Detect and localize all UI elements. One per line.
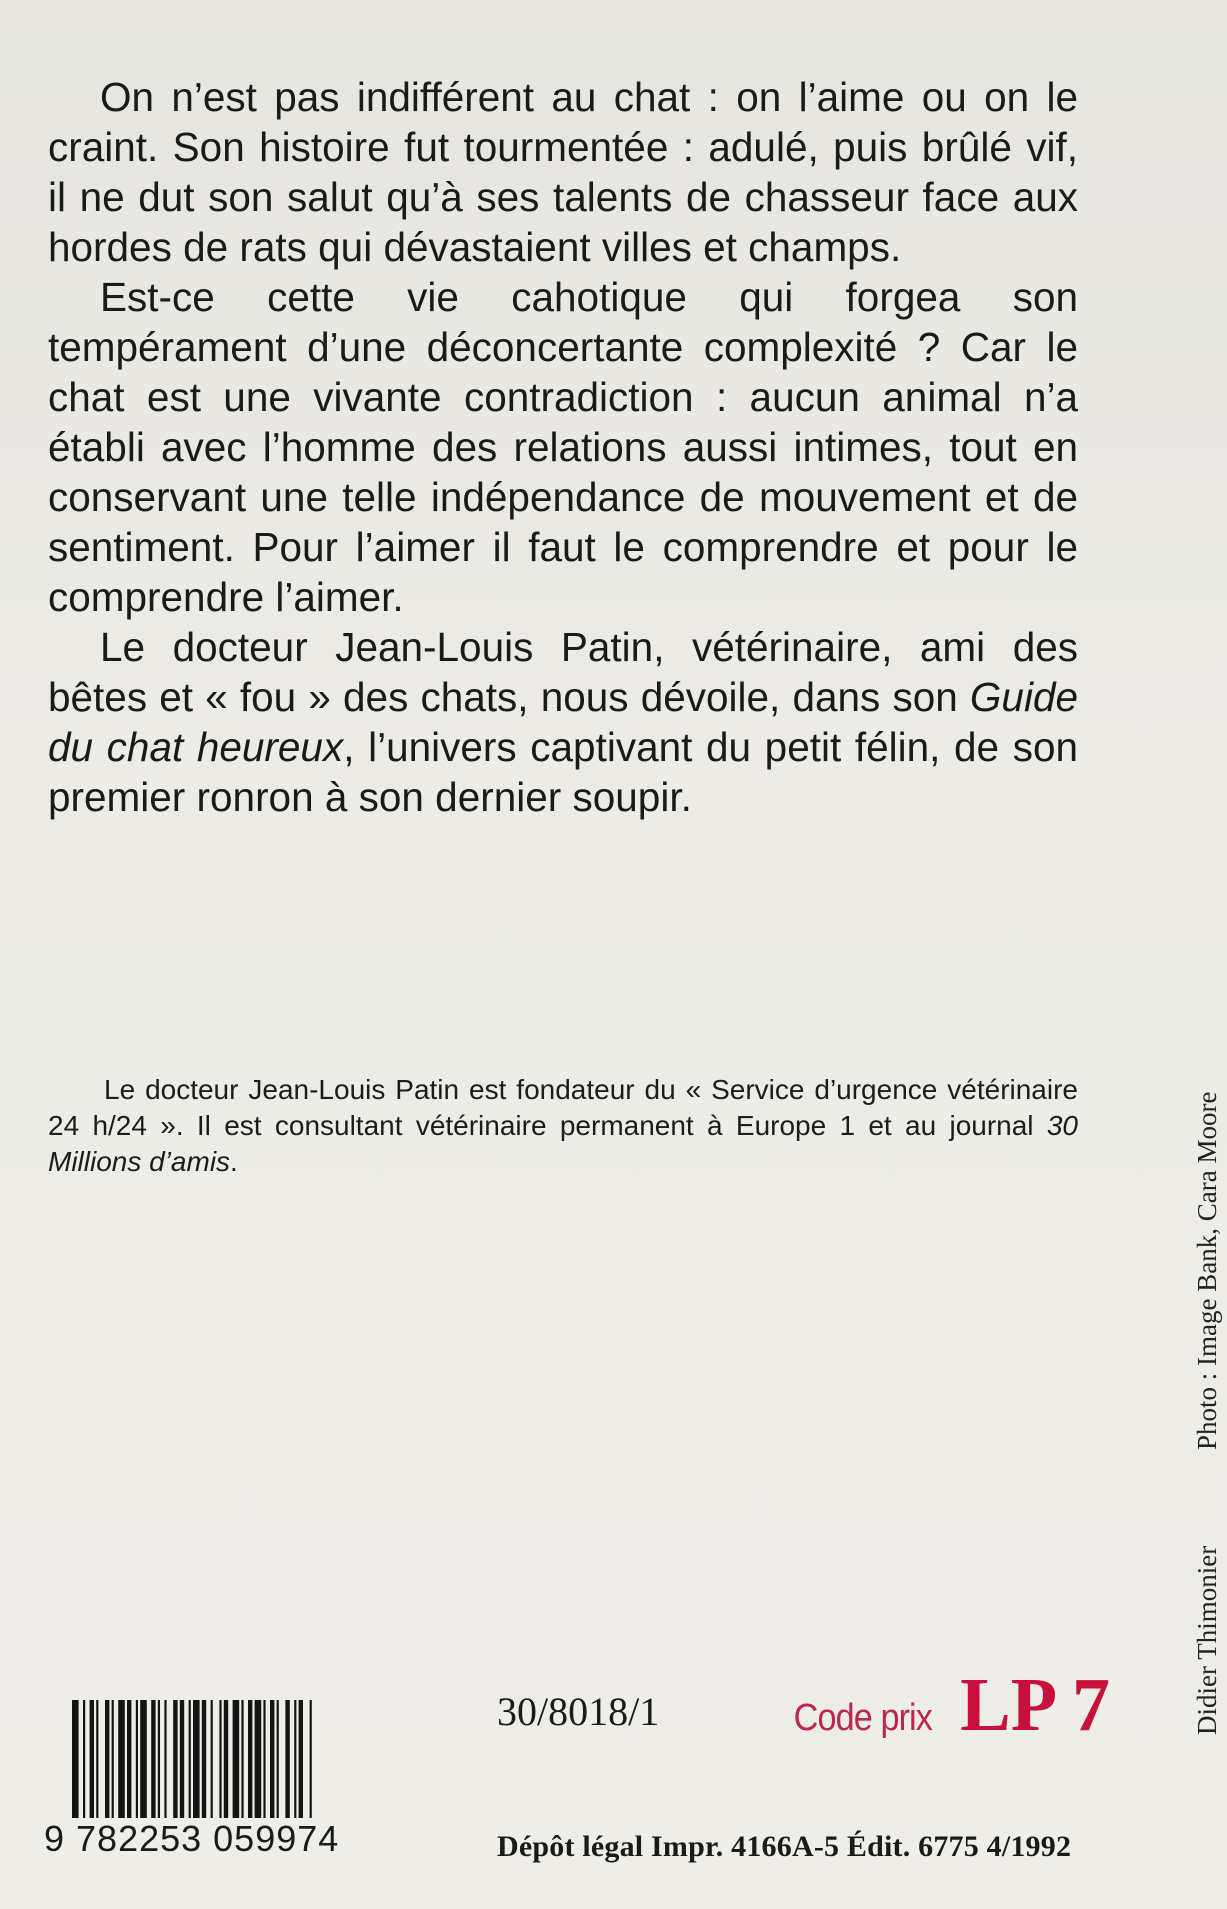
blurb-paragraph-3 [48, 622, 1078, 822]
magazine-title: 30 Millions d’amis [48, 1110, 1078, 1177]
blurb-text [48, 72, 1078, 822]
photo-credit: Photo : Image Bank, Cara Moore [1192, 1091, 1222, 1450]
price-code-label: Code prix [793, 1697, 932, 1739]
blurb-p3-start: Le docteur Jean-Louis Patin, vétérinaire, ami des bêtes et « fou » des chats, nous dévoile, dans son [48, 624, 1078, 720]
book-title: Guide du chat heureux [48, 674, 1078, 770]
blurb-paragraph-1: On n’est pas indifférent au chat : on l’aime ou on le craint. Son histoire fut tourmentée : adulé, puis brûlé vif, il ne dut son salut qu’à ses talents de chasseur face aux hordes de rats qui dévastaient villes et champs. [48, 74, 1078, 270]
price-code-value: LP 7 [960, 1663, 1111, 1747]
barcode-bars [44, 1700, 424, 1818]
author-bio-paragraph [48, 1072, 1078, 1180]
bio-end: . [230, 1146, 238, 1177]
blurb-p3-end: , l’univers captivant du petit félin, de son premier ronron à son dernier soupir. [48, 724, 1078, 820]
price-code-block [786, 1662, 1110, 1749]
blurb-paragraph-2: Est-ce cette vie cahotique qui forgea son tempérament d’une déconcertante complexité ? Car le chat est une vivante contradiction : aucun animal n’a établi avec l’homme des relations aussi intimes, tout en conservant une telle indépendance de mouvement et de sentiment. Pour l’aimer il faut le comprendre et pour le comprendre l’aimer. [48, 274, 1078, 620]
legal-deposit: Dépôt légal Impr. 4166A-5 Édit. 6775 4/1992 [497, 1830, 1072, 1863]
catalog-reference: 30/8018/1 [497, 1689, 660, 1734]
barcode-digits: 9 782253 059974 [44, 1818, 340, 1859]
author-bio [48, 1072, 1078, 1180]
barcode [44, 1700, 424, 1900]
cover-designer-credit: Didier Thimonier [1192, 1545, 1222, 1735]
bio-start: Le docteur Jean-Louis Patin est fondateur du « Service d’urgence vétérinaire 24 h/24 ». Il est consultant vétérinaire permanent à Europe 1 et au journal [48, 1074, 1078, 1141]
